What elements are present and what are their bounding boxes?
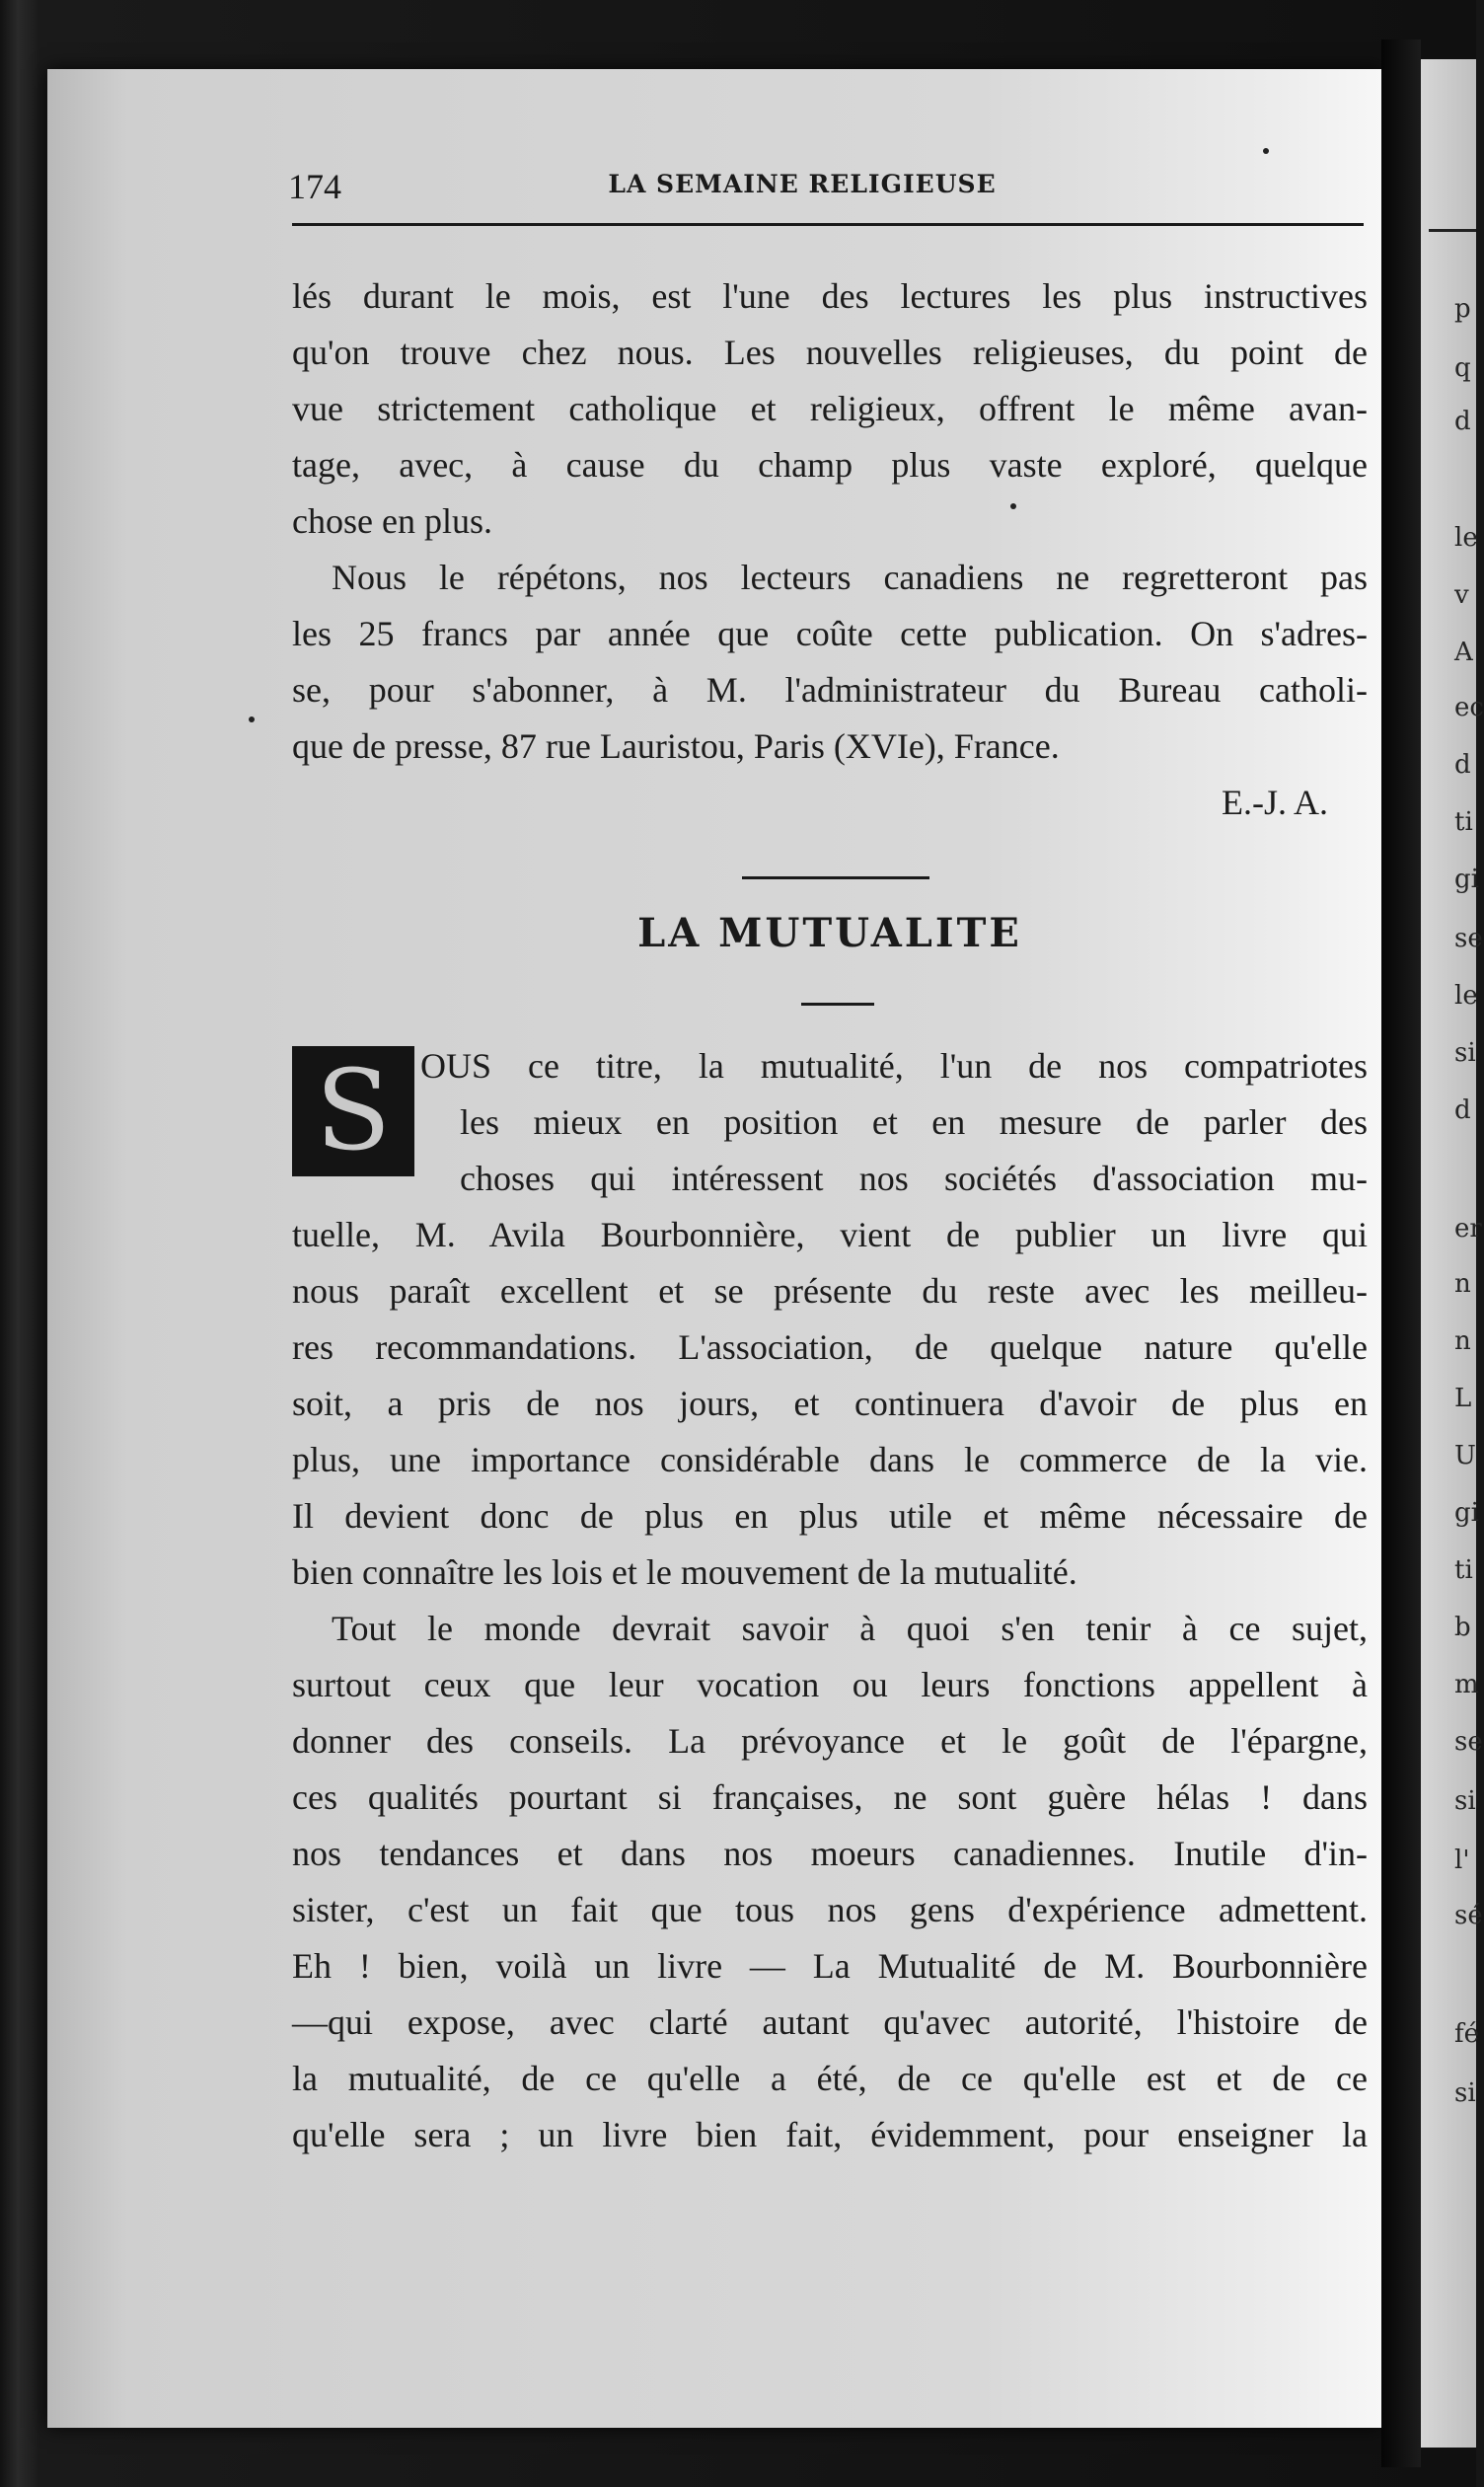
scan-speck <box>1263 148 1269 154</box>
text-line: Nous le répétons, nos lecteurs canadiens ne regretteront pas <box>332 558 1368 597</box>
text-line: lés durant le mois, est l'une des lectures les plus instructives <box>292 276 1368 316</box>
adjacent-page-fragment: q <box>1454 353 1471 383</box>
adjacent-page-fragment: sé <box>1454 1901 1483 1930</box>
adjacent-page-fragment: ec <box>1454 693 1484 722</box>
dropcap-ornament <box>292 1046 414 1176</box>
adjacent-page-fragment: fé <box>1454 2019 1480 2049</box>
text-line: les 25 francs par année que coûte cette publication. On s'adres- <box>292 614 1368 653</box>
text-line: res recommandations. L'association, de quelque nature qu'elle <box>292 1327 1368 1367</box>
text-line: nous paraît excellent et se présente du reste avec les meilleu- <box>292 1271 1368 1311</box>
adjacent-page-fragment: v <box>1454 580 1469 610</box>
section-body <box>292 1207 1368 2163</box>
adjacent-page-fragment: d <box>1454 1095 1471 1125</box>
text-line: bien connaître les lois et le mouvement de la mutualité. <box>292 1552 1077 1592</box>
text-line: Il devient donc de plus en plus utile et même nécessaire de <box>292 1496 1368 1536</box>
text-line: OUS ce titre, la mutualité, l'un de nos compatriotes <box>420 1046 1368 1086</box>
adjacent-page-fragment: si <box>1454 2078 1476 2108</box>
text-line: qu'elle sera ; un livre bien fait, évidemment, pour enseigner la <box>292 2115 1368 2154</box>
adjacent-page-fragment: p <box>1454 294 1471 324</box>
adjacent-page-rule <box>1429 229 1476 232</box>
adjacent-page-fragment: se <box>1454 1727 1483 1757</box>
text-line: se, pour s'abonner, à M. l'administrateur du Bureau catholi- <box>292 670 1368 710</box>
scan-speck <box>249 716 255 722</box>
scan-speck <box>1010 503 1016 509</box>
text-line: sister, c'est un fait que tous nos gens d'expérience admettent. <box>292 1890 1368 1929</box>
text-line: tage, avec, à cause du champ plus vaste exploré, quelque <box>292 445 1368 485</box>
running-title: LA SEMAINE RELIGIEUSE <box>608 170 997 198</box>
text-line: choses qui intéressent nos sociétés d'association mu- <box>460 1159 1368 1198</box>
adjacent-page-fragment: ti <box>1454 807 1473 837</box>
adjacent-page-fragment: l' <box>1454 1846 1470 1875</box>
adjacent-page-fragment: er <box>1454 1214 1482 1244</box>
text-line: nos tendances et dans nos moeurs canadiennes. Inutile d'in- <box>292 1834 1368 1873</box>
text-line: Tout le monde devrait savoir à quoi s'en tenir à ce sujet, <box>332 1609 1368 1648</box>
text-line: ces qualités pourtant si françaises, ne sont guère hélas ! dans <box>292 1777 1368 1817</box>
adjacent-page-fragment: n <box>1454 1326 1471 1356</box>
section-divider-top <box>742 876 929 879</box>
adjacent-page-fragment: n <box>1454 1269 1471 1299</box>
header-rule <box>292 223 1364 226</box>
text-line: surtout ceux que leur vocation ou leurs fonctions appellent à <box>292 1665 1368 1704</box>
dropcap-lines <box>420 1038 1368 1207</box>
adjacent-page-fragment: b <box>1454 1613 1471 1642</box>
adjacent-page-fragment: d <box>1454 750 1471 780</box>
text-line: plus, une importance considérable dans le commerce de la vie. <box>292 1440 1368 1479</box>
adjacent-page-fragment: gi <box>1454 865 1479 894</box>
text-line: qu'on trouve chez nous. Les nouvelles religieuses, du point de <box>292 333 1368 372</box>
text-line: chose en plus. <box>292 501 492 541</box>
adjacent-page-fragment: si <box>1454 1786 1476 1816</box>
text-line: la mutualité, de ce qu'elle a été, de ce qu'elle est et de ce <box>292 2059 1368 2098</box>
dropcap-letter: S <box>315 1047 392 1175</box>
text-line: Eh ! bien, voilà un livre — La Mutualité de M. Bourbonnière <box>292 1946 1368 1986</box>
adjacent-page-fragment: le <box>1454 981 1478 1011</box>
adjacent-page-fragment: gi <box>1454 1498 1479 1528</box>
adjacent-page-fragment: L <box>1454 1384 1472 1413</box>
page-header <box>245 166 1360 205</box>
text-line: vue strictement catholique et religieux, offrent le même avan- <box>292 389 1368 428</box>
adjacent-page-fragment: d <box>1454 407 1471 436</box>
adjacent-page-fragment: se <box>1454 924 1483 953</box>
signature: E.-J. A. <box>1222 783 1328 822</box>
adjacent-page-fragment: si <box>1454 1038 1476 1068</box>
section-title: LA MUTUALITE <box>637 910 1022 956</box>
text-line: —qui expose, avec clarté autant qu'avec autorité, l'histoire de <box>292 2002 1368 2042</box>
text-line: soit, a pris de nos jours, et continuera d'avoir de plus en <box>292 1384 1368 1423</box>
text-line: tuelle, M. Avila Bourbonnière, vient de publier un livre qui <box>292 1215 1368 1254</box>
text-line: donner des conseils. La prévoyance et le goût de l'épargne, <box>292 1721 1368 1761</box>
adjacent-page-fragment: m <box>1454 1670 1479 1699</box>
text-line: que de presse, 87 rue Lauristou, Paris (XVIe), France. <box>292 726 1060 766</box>
adjacent-page-fragment: ti <box>1454 1555 1473 1585</box>
intro-text <box>292 268 1368 831</box>
adjacent-page-fragment: le <box>1454 523 1478 553</box>
text-line: les mieux en position et en mesure de parler des <box>460 1102 1368 1142</box>
adjacent-page-fragment: U <box>1454 1441 1476 1470</box>
page-gutter-shadow <box>1381 39 1421 2467</box>
adjacent-page-fragment: A <box>1454 638 1473 667</box>
page-number: 174 <box>288 167 341 206</box>
section-divider-bottom <box>801 1003 874 1006</box>
